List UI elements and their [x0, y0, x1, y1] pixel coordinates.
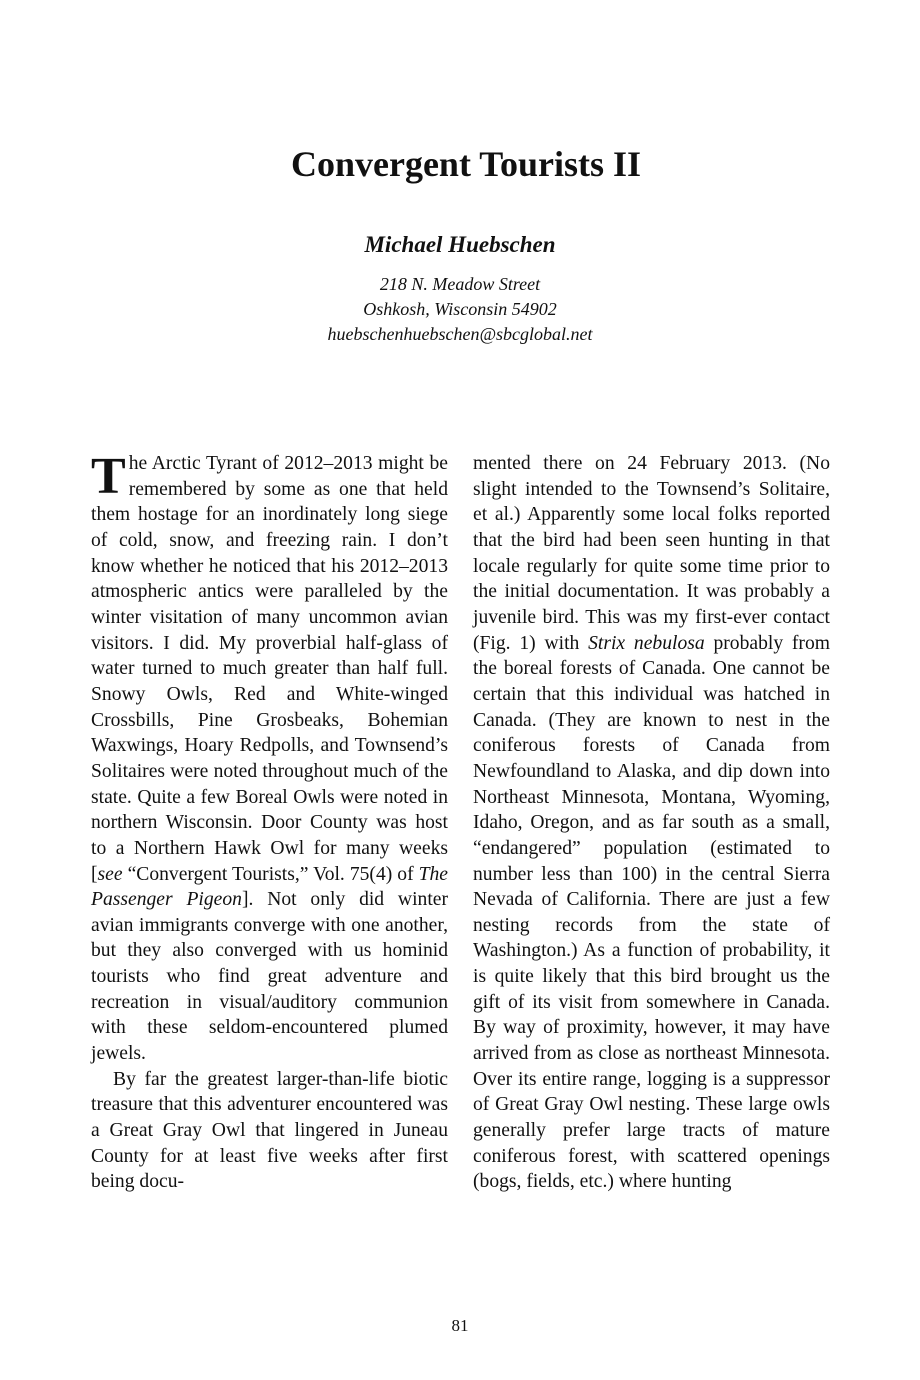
- author-address: [0, 272, 920, 347]
- species-name: Strix nebulosa: [588, 632, 705, 654]
- right-column: [473, 451, 830, 1195]
- page-number: 81: [451, 1316, 469, 1335]
- journal-title: The Passenger Pigeon: [91, 863, 448, 911]
- paragraph-1-text-b: “Convergent Tourists,” Vol. 75(4) of: [122, 863, 419, 885]
- paragraph-2-cont-text-a: mented there on 24 February 2013. (No slight intended to the Townsend’s Solitaire, et al.) Apparently some local folks reported that the bird had been seen hunting in that locale regularly for quite some time prior to the initial documentation. It was probably a juvenile bird. This was my first-ever contact (Fig. 1) with: [473, 453, 830, 654]
- paragraph-2-continued: [473, 451, 830, 1195]
- paragraph-1-text-c: ]. Not only did winter avian immigrants converge with one another, but they also converged with us hominid tourists who find great adventure and recreation in visual/auditory communion with these seldom-encountered plumed jewels.: [91, 889, 448, 1065]
- author-email: huebschenhuebschen@sbcglobal.net: [327, 324, 593, 344]
- author-name: Michael Huebschen: [364, 232, 556, 257]
- paragraph-1: [91, 448, 448, 1067]
- paragraph-2-cont-text-b: probably from the boreal forests of Canada. One cannot be certain that this individual was hatched in Canada. (They are known to nest in the coniferous forests of Canada from Newfoundland to Alaska, and dip down into Northeast Minnesota, Montana, Wyoming, Idaho, Oregon, and as far south as a small, “endangered” population (estimated to number less than 100) in the central Sierra Nevada of California. There are just a few nesting records from the state of Washington.) As a function of probability, it is quite likely that this bird brought us the gift of its visit from somewhere in Canada. By way of proximity, however, it may have arrived from as close as northeast Minnesota. Over its entire range, logging is a suppressor of Great Gray Owl nesting. These large owls generally prefer large tracts of mature coniferous forest, with scattered openings (bogs, fields, etc.) where hunting: [473, 632, 830, 1193]
- see-italic: see: [97, 863, 123, 885]
- left-column: [91, 448, 448, 1195]
- paragraph-1-text-a: he Arctic Tyrant of 2012–2013 might be remembered by some as one that held them hostage for an inordinately long siege of cold, snow, and freezing rain. I don’t know whether he noticed that his 2012–2013 atmospheric antics were paralleled by the winter visitation of many uncommon avian visitors. I did. My proverbial half-glass of water turned to much greater than half full. Snowy Owls, Red and White-winged Crossbills, Pine Grosbeaks, Bohemian Waxwings, Hoary Redpolls, and Townsend’s Solitaires were noted throughout much of the state. Quite a few Boreal Owls were noted in northern Wisconsin. Door County was host to a Northern Hawk Owl for many weeks [: [91, 453, 448, 885]
- paragraph-2: By far the greatest larger-than-life biotic treasure that this adventurer encountered was a Great Gray Owl that lingered in Juneau County for at least five weeks after first being docu-: [91, 1068, 448, 1193]
- article-title: Convergent Tourists II: [290, 144, 642, 184]
- address-street: 218 N. Meadow Street: [379, 274, 541, 294]
- drop-cap: T: [91, 448, 126, 505]
- address-city: Oshkosh, Wisconsin 54902: [363, 299, 557, 319]
